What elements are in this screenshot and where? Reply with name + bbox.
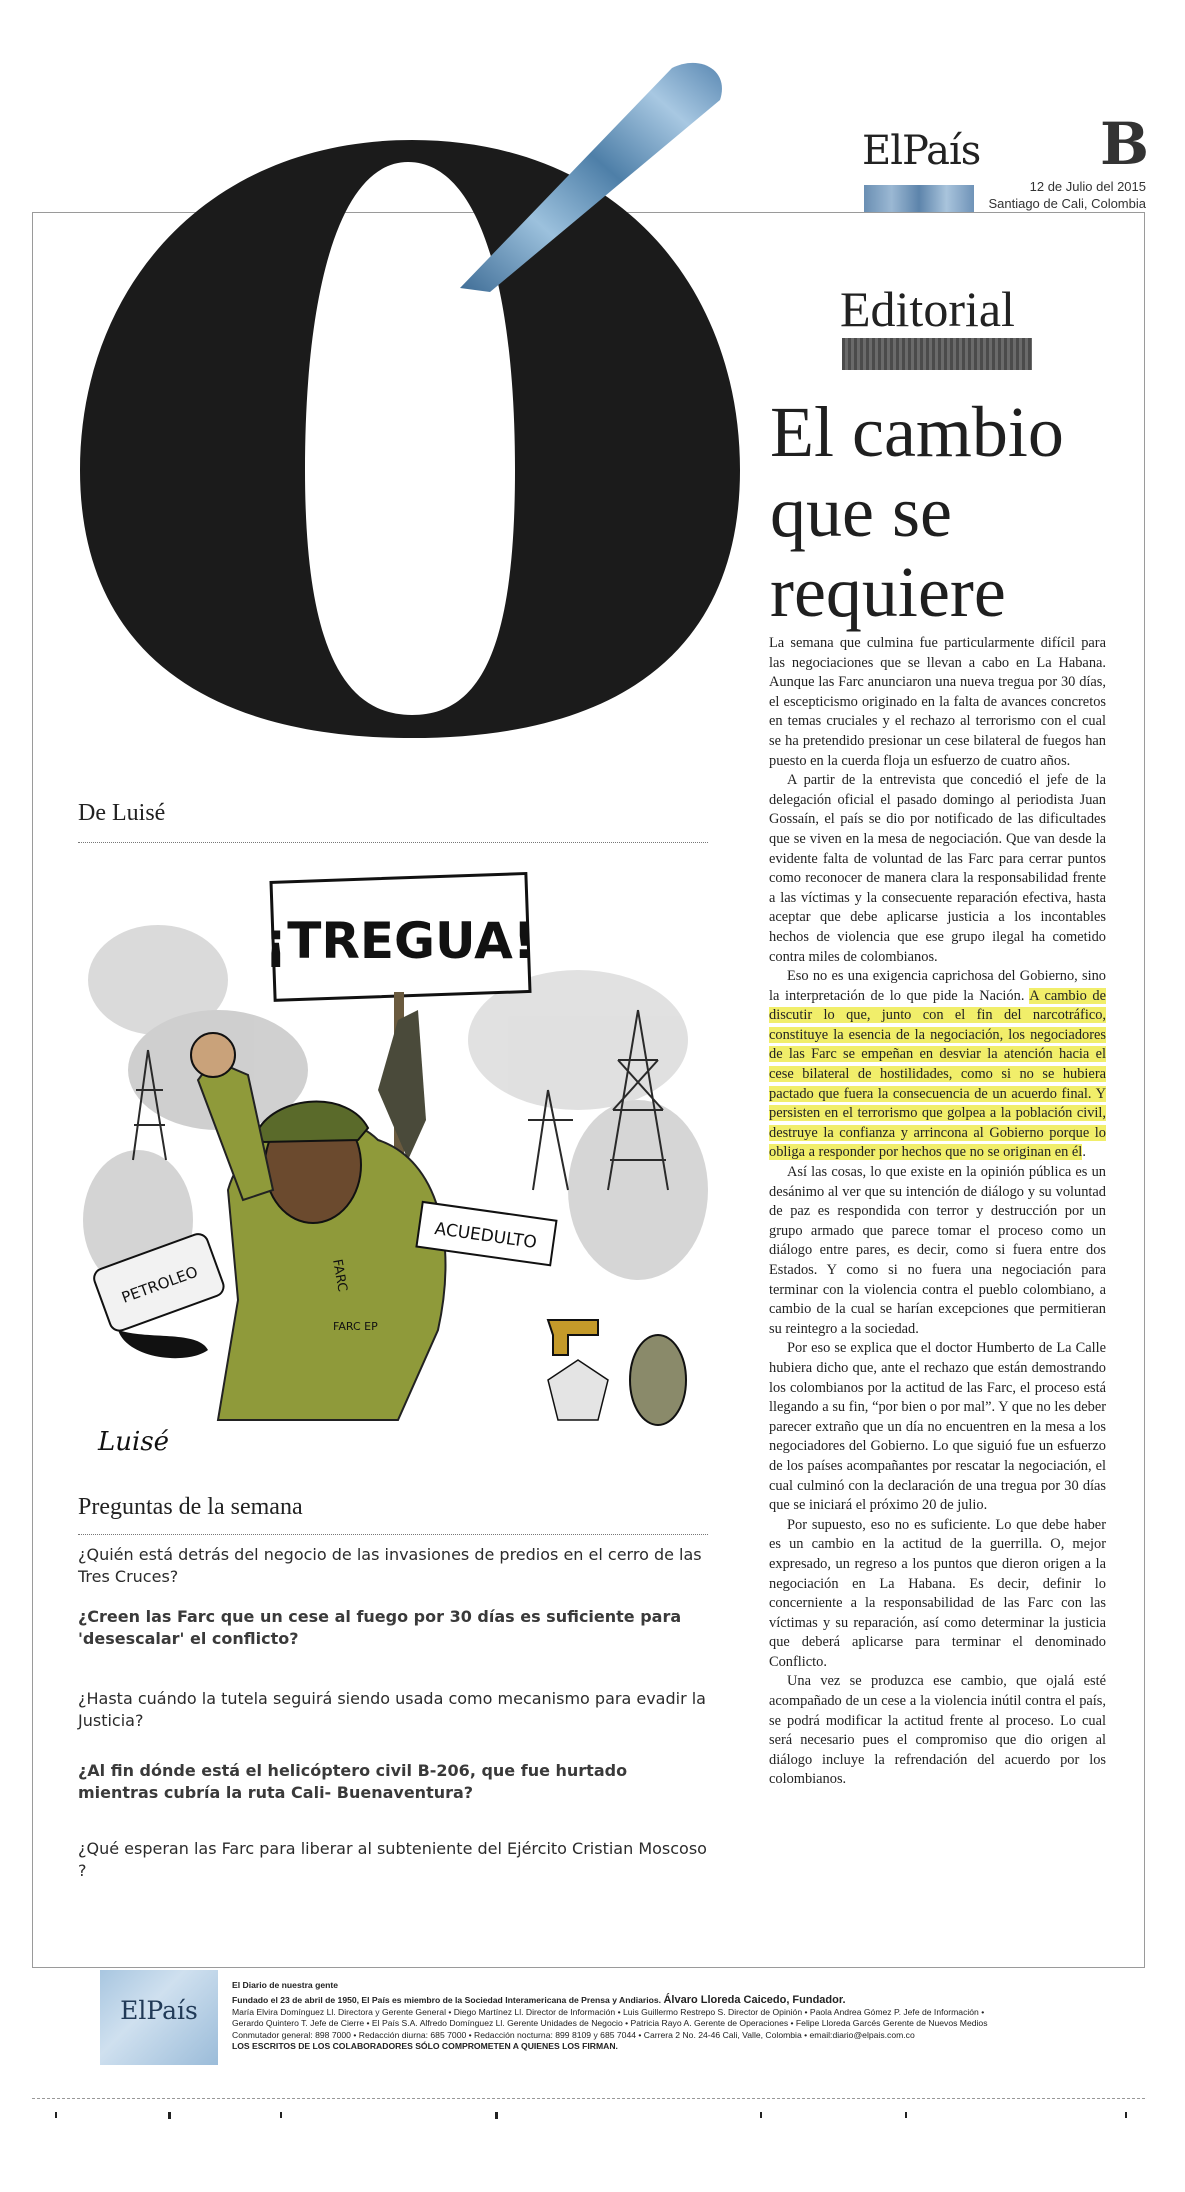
question-item: ¿Creen las Farc que un cese al fuego por 30 días es suficiente para 'desescalar' el conflicto? (78, 1607, 682, 1648)
farc-label: FARC (329, 1258, 350, 1293)
question-item: ¿Hasta cuándo la tutela seguirá siendo usada como mecanismo para evadir la Justicia? (78, 1689, 706, 1730)
big-o-accent-graphic (60, 60, 790, 760)
section-title: Editorial (840, 281, 1015, 337)
headline-line: requiere (770, 552, 1006, 632)
masthead-dateline (980, 178, 1146, 212)
svg-text:ACUEDULTO: ACUEDULTO (433, 1218, 538, 1254)
footer-imprint (232, 1980, 1132, 2052)
article-paragraph: A partir de la entrevista que concedió el jefe de la delegación oficial el pasado domingo al periodista Juan Gossaín, el país se dio por notificado de las dificultades que se viven en la mesa de negociación. Que van desde la evidente falta de voluntad de las Farc para cerrar puntos como reconocer de manera clara la responsabilidad frente a las víctimas y la consecuente reparación efectiva, hasta aceptar que debe aplicarse justicia a los incontables hechos de violencia que ese grupo ilegal ha cometido contra miles de colombianos. (769, 772, 1106, 965)
questions-title: Preguntas de la semana (78, 1494, 303, 1520)
water-bag (548, 1360, 608, 1420)
bottom-rule (32, 2098, 1145, 2099)
masthead-date: 12 de Julio del 2015 (1029, 179, 1146, 194)
footer-founded: Fundado el 23 de abril de 1950, El País es miembro de la Sociedad Interamericana de Prensa y Andiarios. (232, 1995, 662, 2006)
footer-disclaimer: LOS ESCRITOS DE LOS COLABORADORES SÓLO COMPROMETEN A QUIENES LOS FIRMAN. (232, 2041, 618, 2052)
cartoon-rifle (378, 1010, 426, 1160)
question-item: ¿Quién está detrás del negocio de las invasiones de predios en el cerro de las Tres Cruces? (78, 1545, 702, 1586)
article-paragraph (769, 967, 1106, 1163)
footer-staff: María Elvira Domínguez Ll. Directora y Gerente General • Diego Martínez Ll. Director de Información • Luis Guillermo Restrepo S. Director de Opinión • Paola Andrea Gómez P. Jefe de Información • (232, 2006, 985, 2017)
article-paragraph: Una vez se produzca ese cambio, que ojalá esté acompañado de un cese a la violencia inútil contra el país, se podrá modificar la actitud frente al proceso. Lo cual será necesario pues el compromiso que dio origen al diálogo incluye la refrendación del acuerdo por los colombianos. (769, 1673, 1106, 1788)
cartoon-byline: De Luisé (78, 800, 166, 826)
footer-tagline: El Diario de nuestra gente (232, 1980, 339, 1990)
article-paragraph: Por eso se explica que el doctor Humberto de La Calle hubiera dicho que, ante el rechazo que están demostrando los colombianos por la actitud de las Farc, el proceso está llegando a su fin, “por bien o por mal”. Y que no les deber parecer extraño que un día no encuentren en la mesa a los negociadores del Gobierno. Lo que siguió fue un esfuerzo de los países acompañantes por rescatar la negociación, el cual culminó con la declaración de una tregua por 30 días que se iniciará el próximo 20 de julio. (769, 1340, 1106, 1514)
footer-logo (100, 1970, 218, 2065)
highlighted-text: A cambio de discutir lo que, junto con el fin del narcotráfico, constituye la esencia de la negociación, los negociadores de las Farc se empeñan en desviar la atención hacia el cese bilateral de hostilidades, como si no se hubiera pactado que fuera la consecuencia de un acuerdo final. Y persisten en el terrorismo que golpea a la población civil, destruye la confianza y arrincona al Gobierno porque lo obliga a responder por hechos que no se originan en él (769, 987, 1107, 1161)
tregua-sign-text: ¡TREGUA! (264, 912, 536, 970)
big-o-letter (80, 140, 740, 738)
headline-line: que se (770, 472, 952, 552)
questions-rule (78, 1534, 708, 1535)
editorial-cartoon (78, 860, 708, 1464)
headline (770, 392, 1150, 632)
footer-staff: Gerardo Quintero T. Jefe de Cierre • El País S.A. Alfredo Domínguez Ll. Gerente Unidades de Negocio • Patricia Rayo A. Gerente de Operaciones • Felipe Lloreda Garcés Gerente de Nuevos Medios (232, 2018, 988, 2029)
article-paragraph: Por supuesto, eso no es suficiente. Lo que debe haber es un cambio en la actitud de la guerrilla. O, mejor expresado, un regreso a los puntos que dieron origen a la negociación en La Habana. Es decir, definir lo concerniente a la responsabilidad de las Farc con las víctimas y su reparación, así como determinar la justicia que deberá aplicarse para terminar el denominado Conflicto. (769, 1516, 1106, 1670)
headline-line: El cambio (770, 392, 1064, 472)
footer-founder: Álvaro Lloreda Caicedo, Fundador. (663, 1994, 846, 2007)
print-registration-marks (0, 2106, 1185, 2126)
question-item: ¿Qué esperan las Farc para liberar al subteniente del Ejército Cristian Moscoso ? (78, 1839, 707, 1880)
masthead-brand-bar (864, 185, 974, 212)
article-paragraph: La semana que culmina fue particularmente difícil para las negociaciones que se llevan a cabo en La Habana. Aunque las Farc anunciaron una nueva tregua por 30 días, el escepticismo originado en la falta de avances concretos en temas cruciales y el rechazo al terrorismo con el cual se ha pretendido presionar un cese bilateral de fuegos han puesto en la cuerda floja un esfuerzo de cuatro años. (769, 635, 1106, 769)
pipe-and-tap (548, 1320, 598, 1355)
onlooker (630, 1335, 686, 1425)
byline-rule (78, 842, 708, 843)
section-title-bar (842, 338, 1032, 370)
article-paragraph: Así las cosas, lo que existe en la opinión pública es un desánimo al ver que su intención de diálogo y su voluntad de paz es respondida con terror y destrucción por un grupo armado que parece tomar el proceso como un diálogo entre pares, es decir, como si fuera entre dos Estados. Y como si no fuera una negociación para terminar con la violencia contra el pueblo colombiano, a cambio de la cual se harían excepciones que permitieran su reintegro a la sociedad. (769, 1164, 1106, 1337)
footer-brand: ElPaís (120, 1996, 198, 2025)
section-letter: B (1100, 110, 1150, 178)
masthead-place: Santiago de Cali, Colombia (988, 196, 1146, 211)
editorial-body (769, 634, 1106, 1790)
svg-text:PETROLEO: PETROLEO (119, 1262, 201, 1307)
footer-contact: Conmutador general: 898 7000 • Redacción diurna: 685 7000 • Redacción nocturna: 899 8109 y 685 7044 • Carrera 2 No. 24-46 Cali, Valle, Colombia • email:diario@elpais.com.co (232, 2029, 915, 2040)
article-text: Eso no es una exigencia caprichosa del Gobierno, sino la interpretación de lo que pide la Nación. (769, 968, 1106, 1004)
article-text: . (1082, 1144, 1086, 1161)
cartoonist-signature: Luisé (98, 1427, 170, 1457)
masthead-brand: ElPaís (862, 128, 981, 174)
farc-ep-label: FARC EP (333, 1320, 378, 1333)
oil-spill (118, 1330, 208, 1358)
raised-fist (191, 1033, 235, 1077)
question-item: ¿Al fin dónde está el helicóptero civil B-206, que fue hurtado mientras cubría la ruta Cali- Buenaventura? (78, 1761, 628, 1802)
